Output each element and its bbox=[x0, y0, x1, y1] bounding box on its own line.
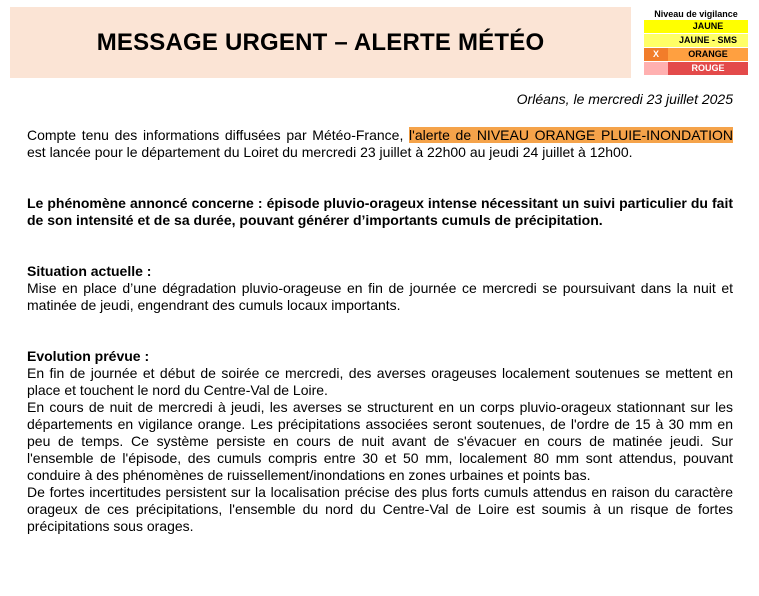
evolution-paragraph: En fin de journée et début de soirée ce mercredi, des averses orageuses localement soutenues se mettent en place et touchent le nord du Centre-Val de Loire. bbox=[27, 365, 733, 398]
alert-highlight: l'alerte de NIVEAU ORANGE PLUIE-INONDATION bbox=[409, 127, 733, 143]
date-line: Orléans, le mercredi 23 juillet 2025 bbox=[516, 91, 733, 107]
title-banner bbox=[10, 7, 631, 78]
vigilance-table-title: Niveau de vigilance bbox=[654, 9, 738, 19]
vigilance-row-yellow-sms bbox=[644, 34, 748, 47]
page-title: MESSAGE URGENT – ALERTE MÉTÉO bbox=[96, 28, 545, 56]
intro-paragraph bbox=[27, 127, 733, 161]
situation-heading: Situation actuelle : bbox=[27, 263, 152, 279]
evolution-paragraph: De fortes incertitudes persistent sur la localisation précise des plus forts cumuls attendus en raison du caractère orageux de ces précipitations, l'ensemble du nord du Centre-Val de Loire est soumis à un risque de fortes précipitations sous orages. bbox=[27, 484, 733, 534]
intro-before: Compte tenu des informations diffusées par Météo-France, bbox=[27, 127, 404, 143]
vigilance-mark-selected: X bbox=[644, 48, 668, 61]
vigilance-row-orange bbox=[644, 48, 748, 61]
evolution-paragraph: En cours de nuit de mercredi à jeudi, les averses se structurent en un corps pluvio-orageux stationnant sur les départements en vigilance orange. Les précipitations associées seront soutenues, de l'ordre de 15 à 30 mm en peu de temps. Ce système persiste en cours de nuit avant de s'évacuer en cours de matinée jeudi. Sur l'ensemble de l'épisode, des cumuls compris entre 30 et 50 mm, localement 80 mm sont attendus, pouvant conduire à des phénomènes de ruissellement/inondations en zones urbaines et points bas. bbox=[27, 399, 733, 483]
intro-after: est lancée pour le département du Loiret du mercredi 23 juillet à 22h00 au jeudi 24 juillet à 12h00. bbox=[27, 144, 633, 160]
vigilance-row-red bbox=[644, 62, 748, 75]
vigilance-row-yellow bbox=[644, 20, 748, 33]
vigilance-mark bbox=[644, 62, 668, 75]
vigilance-label: JAUNE - SMS bbox=[668, 34, 748, 47]
evolution-heading: Evolution prévue : bbox=[27, 348, 150, 364]
phenomenon-paragraph: Le phénomène annoncé concerne : épisode pluvio-orageux intense nécessitant un suivi particulier du fait de son intensité et de sa durée, pouvant générer d’importants cumuls de précipitation. bbox=[27, 195, 733, 228]
vigilance-level-table bbox=[644, 8, 748, 76]
vigilance-label: JAUNE bbox=[668, 20, 748, 33]
message-body bbox=[27, 127, 733, 535]
situation-text: Mise en place d’une dégradation pluvio-orageuse en fin de journée ce mercredi se poursuivant dans la nuit et matinée de jeudi, engendrant des cumuls locaux importants. bbox=[27, 280, 733, 313]
vigilance-mark bbox=[644, 20, 668, 33]
vigilance-label: ORANGE bbox=[668, 48, 748, 61]
vigilance-mark bbox=[644, 34, 668, 47]
vigilance-label: ROUGE bbox=[668, 62, 748, 75]
